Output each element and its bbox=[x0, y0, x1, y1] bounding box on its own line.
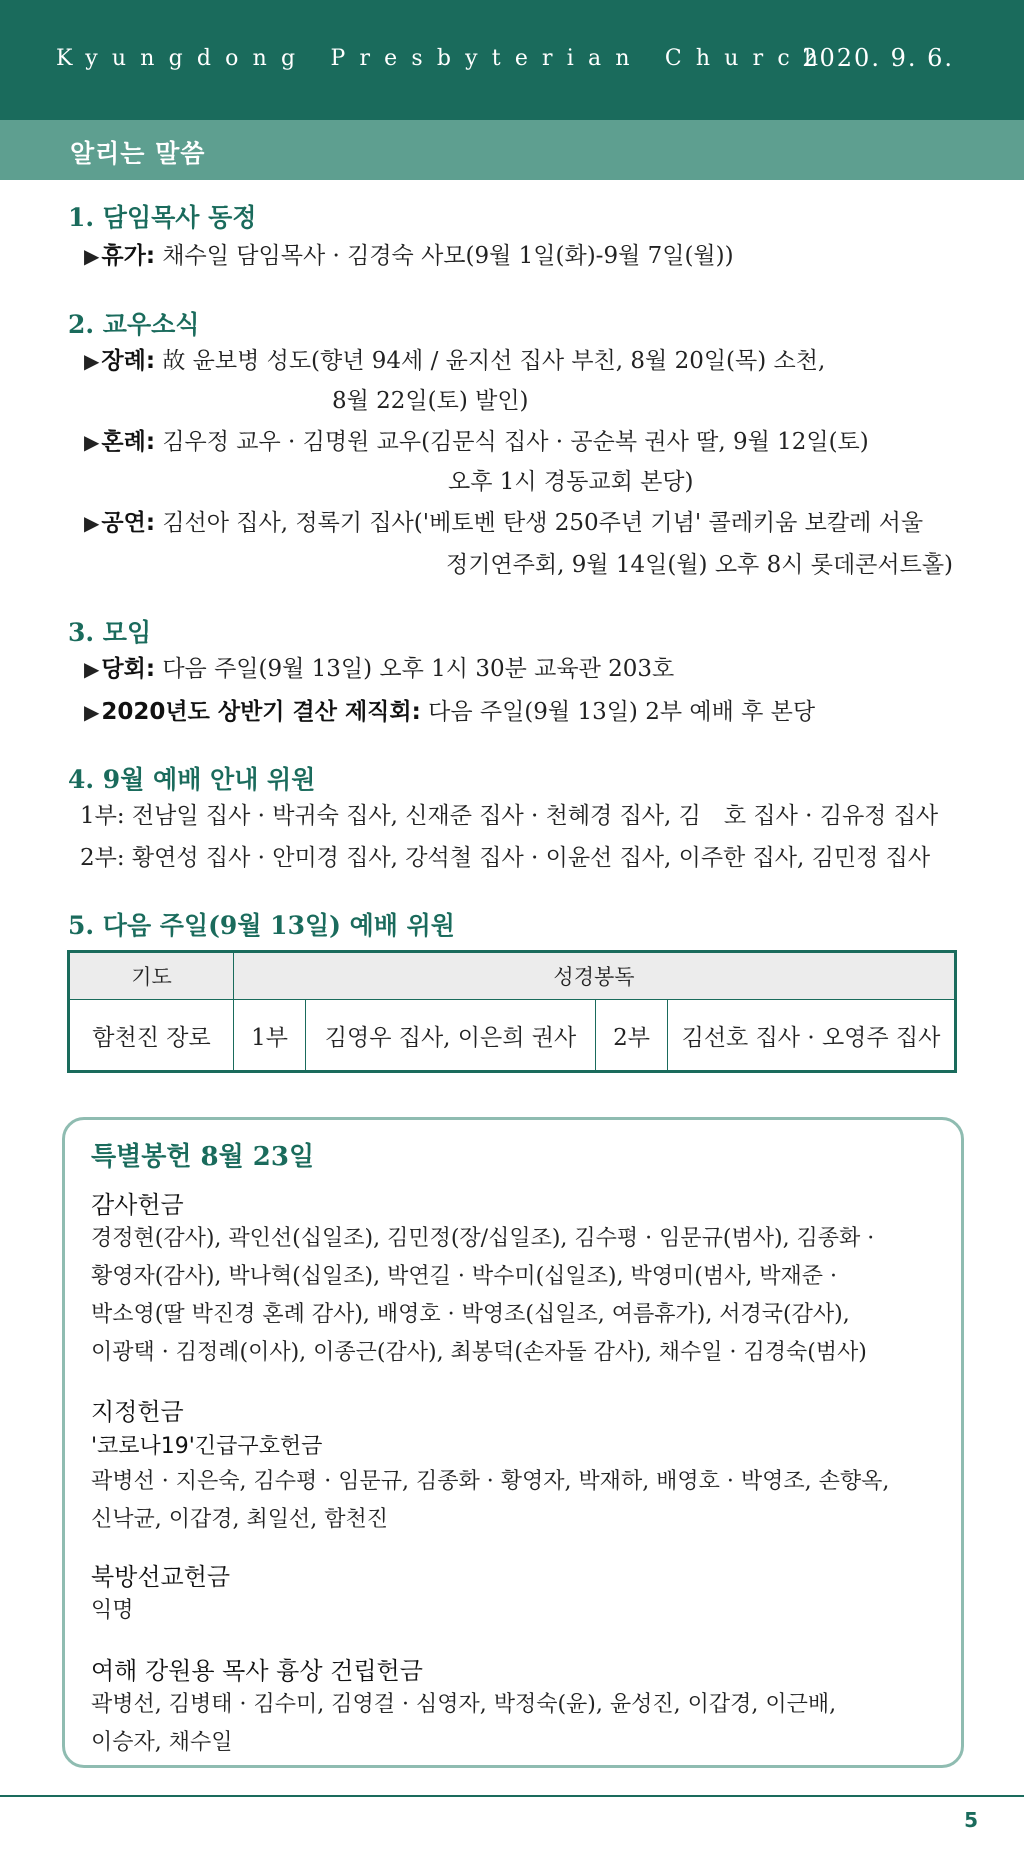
announcement-bar bbox=[0, 120, 1024, 180]
offering-list-thanks: 경정현(감사), 곽인선(십일조), 김민정(장/십일조), 김수평 · 임문규(범사), 김종화 · 황영자(감사), 박나혁(십일조), 박연길 · 박수미(십일조), 박영미(범사, 박재준 · 박소영(딸 박진경 혼례 감사), 배영호 · 박영조(십일조, 여름휴가), 서경국(감사), 이광택 · 김정례(이사), 이종근(감사), 최봉덕(손자돌 감사), 채수일 · 김경숙(범사) bbox=[91, 1226, 875, 1365]
section-5-title: 5. 다음 주일(9월 13일) 예배 위원 bbox=[68, 911, 455, 940]
item-wedding: ▶혼례: 김우정 교우 · 김명원 교우(김문식 집사 · 공순복 권사 딸, 9월 12일(토) bbox=[84, 429, 869, 455]
table-cell-service-1: 1부 bbox=[234, 1000, 306, 1072]
offering-title: 특별봉헌 8월 23일 bbox=[91, 1142, 315, 1172]
issue-date: 2020. 9. 6. bbox=[802, 44, 954, 72]
item-settlement: ▶2020년도 상반기 결산 제직회: 다음 주일(9월 13일) 2부 예배 후 본당 bbox=[84, 699, 816, 725]
offering-list-designated: 곽병선 · 지은숙, 김수평 · 임문규, 김종화 · 황영자, 박재하, 배영호 · 박영조, 손향옥, 신낙균, 이갑경, 최일선, 함천진 bbox=[91, 1469, 890, 1532]
usher-line-2: 2부: 황연성 집사 · 안미경 집사, 강석철 집사 · 이윤선 집사, 이주한 집사, 김민정 집사 bbox=[80, 845, 931, 871]
triangle-right-icon: ▶ bbox=[84, 700, 100, 724]
header-banner bbox=[0, 0, 1024, 120]
table-cell-service-2: 2부 bbox=[596, 1000, 668, 1072]
table-row bbox=[69, 1000, 956, 1072]
church-name: Kyungdong Presbyterian Church bbox=[56, 46, 833, 71]
item-concert: ▶공연: 김선아 집사, 정록기 집사('베토벤 탄생 250주년 기념' 콜레키움 보칼레 서울 bbox=[84, 510, 924, 536]
worship-duty-table bbox=[67, 950, 957, 1073]
table-cell-readers-1: 김영우 집사, 이은희 권사 bbox=[306, 1000, 596, 1072]
table-cell-readers-2: 김선호 집사 · 오영주 집사 bbox=[668, 1000, 956, 1072]
triangle-right-icon: ▶ bbox=[84, 244, 100, 268]
table-header-prayer: 기도 bbox=[69, 952, 234, 1000]
offering-heading-statue: 여해 강원용 목사 흉상 건립헌금 bbox=[91, 1657, 423, 1685]
special-offering-box bbox=[62, 1117, 964, 1768]
offering-heading-mission: 북방선교헌금 bbox=[91, 1563, 231, 1591]
triangle-right-icon: ▶ bbox=[84, 349, 100, 373]
item-session: ▶당회: 다음 주일(9월 13일) 오후 1시 30분 교육관 203호 bbox=[84, 656, 675, 682]
triangle-right-icon: ▶ bbox=[84, 430, 100, 454]
offering-heading-designated: 지정헌금 bbox=[91, 1398, 184, 1426]
table-header-row bbox=[69, 952, 956, 1000]
item-wedding-cont: 오후 1시 경동교회 본당) bbox=[448, 469, 694, 495]
section-2-title: 2. 교우소식 bbox=[68, 310, 200, 339]
offering-list-mission: 익명 bbox=[91, 1598, 134, 1623]
table-header-scripture: 성경봉독 bbox=[234, 952, 956, 1000]
usher-line-1: 1부: 전남일 집사 · 박귀숙 집사, 신재준 집사 · 천혜경 집사, 김 호 집사 · 김유정 집사 bbox=[80, 803, 939, 829]
triangle-right-icon: ▶ bbox=[84, 511, 100, 535]
offering-heading-thanks: 감사헌금 bbox=[91, 1191, 184, 1219]
offering-list-statue: 곽병선, 김병태 · 김수미, 김영걸 · 심영자, 박정숙(윤), 윤성진, 이갑경, 이근배, 이승자, 채수일 bbox=[91, 1692, 837, 1755]
section-4-title: 4. 9월 예배 안내 위원 bbox=[68, 765, 316, 794]
offering-subheading-covid: '코로나19'긴급구호헌금 bbox=[91, 1434, 323, 1459]
footer-rule bbox=[0, 1795, 1024, 1797]
table-cell-prayer: 함천진 장로 bbox=[69, 1000, 234, 1072]
item-concert-cont: 정기연주회, 9월 14일(월) 오후 8시 롯데콘서트홀) bbox=[446, 552, 954, 578]
section-3-title: 3. 모임 bbox=[68, 618, 152, 647]
item-funeral: ▶장례: 故 윤보병 성도(향년 94세 / 윤지선 집사 부친, 8월 20일(목) 소천, bbox=[84, 348, 826, 374]
item-funeral-cont: 8월 22일(토) 발인) bbox=[332, 388, 529, 414]
item-vacation: ▶휴가: 채수일 담임목사 · 김경숙 사모(9월 1일(화)-9월 7일(월)) bbox=[84, 243, 734, 269]
triangle-right-icon: ▶ bbox=[84, 657, 100, 681]
announcement-title: 알리는 말씀 bbox=[70, 139, 206, 168]
section-1-title: 1. 담임목사 동정 bbox=[68, 203, 257, 232]
page-number: 5 bbox=[964, 1808, 978, 1832]
